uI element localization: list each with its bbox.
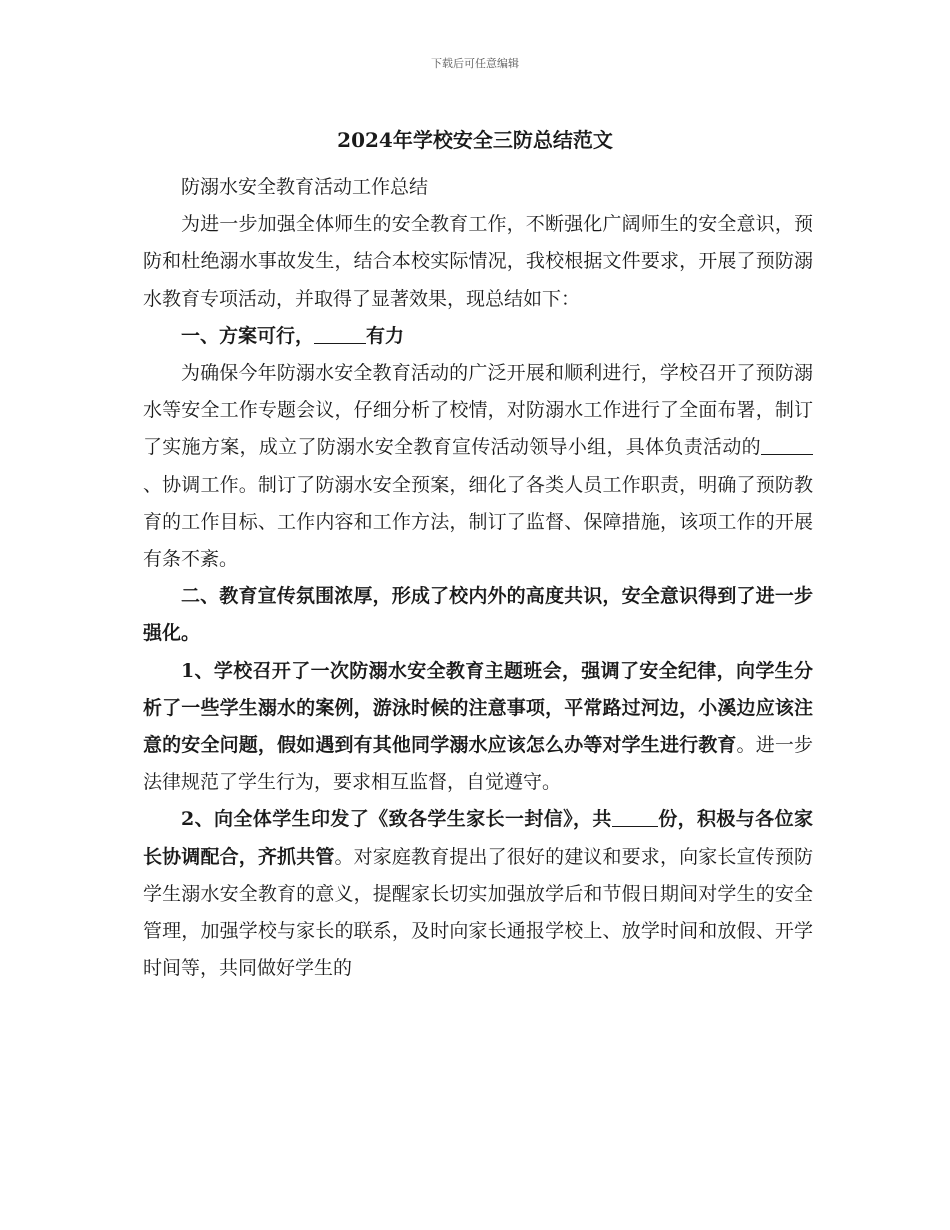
section1-heading-start: 一、方案可行， — [181, 324, 315, 347]
section1-paragraph — [143, 355, 813, 578]
section1-heading — [143, 318, 813, 355]
section1-paragraph-start: 为确保今年防溺水安全教育活动的广泛开展和顺利进行，学校召开了预防溺水等安全工作专题会议，仔细分析了校情，对防溺水工作进行了全面布署，制订了实施方案，成立了防溺水安全教育宣传活动领导小组，具体负责活动的 — [143, 362, 813, 459]
intro-paragraph: 为进一步加强全体师生的安全教育工作，不断强化广阔师生的安全意识，预防和杜绝溺水事故发生，结合本校实际情况，我校根据文件要求，开展了预防溺水教育专项活动，并取得了显著效果，现总结如下： — [143, 213, 813, 310]
section2-heading: 二、教育宣传氛围浓厚，形成了校内外的高度共识，安全意识得到了进一步强化。 — [143, 585, 813, 645]
section2-item1-bold: 1、学校召开了一次防溺水安全教育主题班会，强调了安全纪律，向学生分析了一些学生溺水的案例，游泳时候的注意事项，平常路过河边，小溪边应该注意的安全问题，假如遇到有其他同学溺水应该怎么办等对学生进行教育 — [143, 659, 813, 757]
section2-item1-normal: 。进一步法律规范了学生行为，要求相互监督，自觉遵守。 — [143, 734, 813, 794]
section2-item2-normal: 。对家庭教育提出了很好的建议和要求，向家长宣传预防学生溺水安全教育的意义，提醒家长切实加强放学后和节假日期间对学生的安全管理，加强学校与家长的联系，及时向家长通报学校上、放学时间和放假、开学时间等，共同做好学生的 — [143, 845, 813, 980]
document-title: 2024年学校安全三防总结范文 — [337, 128, 613, 152]
fill-blank — [314, 324, 366, 344]
section2-item1 — [143, 653, 813, 802]
fill-blank — [612, 807, 658, 827]
page-header-note: 下载后可任意编辑 — [431, 57, 519, 70]
fill-blank — [761, 435, 813, 455]
section2-item2 — [143, 801, 813, 987]
section2-item2-bold-start: 2、向全体学生印发了《致各学生家长一封信》，共 — [181, 808, 612, 831]
section2-item2-bold-end: 份，积极与各位家长协调配合，齐抓共管 — [143, 808, 813, 868]
section1-heading-end: 有力 — [366, 324, 405, 347]
document-body — [143, 169, 813, 987]
section1-paragraph-end: 、协调工作。制订了防溺水安全预案，细化了各类人员工作职责，明确了预防教育的工作目标、工作内容和工作方法，制订了监督、保障措施，该项工作的开展有条不紊。 — [143, 473, 813, 571]
subtitle: 防溺水安全教育活动工作总结 — [181, 176, 429, 198]
